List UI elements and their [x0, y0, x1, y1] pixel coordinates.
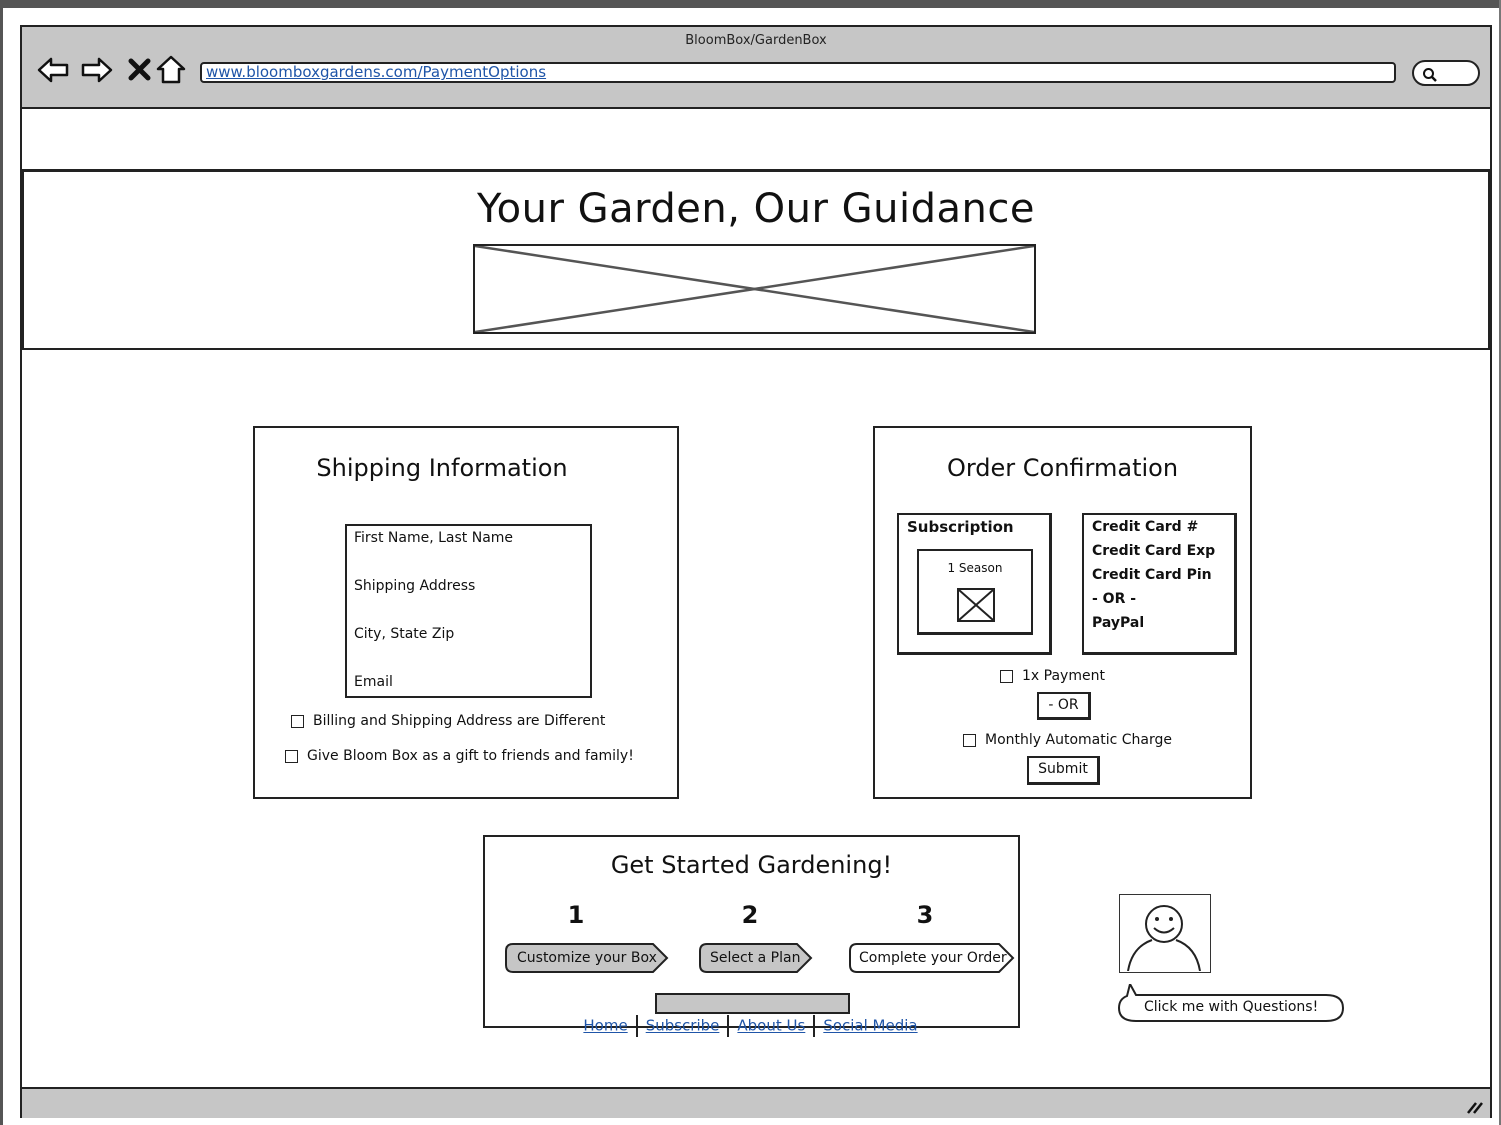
page-title: Your Garden, Our Guidance	[477, 186, 1035, 232]
image-placeholder-icon	[957, 588, 995, 622]
payment-details-box[interactable]	[1082, 513, 1237, 655]
step-3-number: 3	[916, 901, 934, 929]
step-select-plan-button[interactable]	[699, 943, 813, 973]
monthly-charge-label: Monthly Automatic Charge	[985, 732, 1172, 748]
browser-window	[20, 25, 1492, 1118]
subscription-label: Subscription	[907, 518, 1014, 536]
shipping-panel-title: Shipping Information	[316, 454, 568, 482]
search-icon	[1422, 67, 1438, 83]
forward-arrow-icon[interactable]	[80, 53, 114, 87]
screen-top-edge	[0, 0, 1501, 8]
shipping-information-panel	[253, 426, 679, 799]
get-started-title: Get Started Gardening!	[610, 851, 893, 879]
browser-search-button[interactable]	[1412, 60, 1480, 86]
footer-separator	[813, 1015, 815, 1037]
footer-link-about-us[interactable]: About Us	[737, 1016, 806, 1035]
url-text[interactable]: www.bloomboxgardens.com/PaymentOptions	[206, 63, 547, 81]
gift-label: Give Bloom Box as a gift to friends and family!	[307, 748, 634, 764]
order-confirmation-panel	[873, 426, 1252, 799]
window-title: BloomBox/GardenBox	[685, 33, 827, 48]
page-header	[22, 170, 1490, 350]
resize-grip-icon[interactable]	[1464, 1100, 1484, 1114]
address-bar[interactable]	[200, 62, 1396, 83]
billing-different-label: Billing and Shipping Address are Different	[313, 713, 606, 729]
footer-link-social-media[interactable]: Social Media	[823, 1016, 918, 1035]
hero-image-placeholder	[473, 244, 1036, 334]
shipping-fields-box[interactable]	[345, 524, 592, 698]
footer-separator	[727, 1015, 729, 1037]
step-customize-box-button[interactable]	[505, 943, 669, 973]
screen-left-edge	[0, 0, 3, 1125]
one-time-payment-row[interactable]	[1000, 668, 1105, 684]
help-callout[interactable]	[1116, 984, 1346, 1024]
home-icon[interactable]	[154, 53, 188, 87]
monthly-charge-row[interactable]	[963, 732, 1172, 748]
help-callout-text: Click me with Questions!	[1144, 999, 1319, 1015]
step-select-plan-label: Select a Plan	[710, 950, 801, 966]
blank-navigation-row	[22, 111, 1490, 171]
get-started-panel	[483, 835, 1020, 1028]
step-1-number: 1	[567, 901, 585, 929]
help-avatar[interactable]	[1119, 894, 1211, 973]
step-2-number: 2	[741, 901, 759, 929]
order-panel-title: Order Confirmation	[946, 454, 1179, 482]
one-time-payment-label: 1x Payment	[1022, 668, 1105, 684]
season-option-label: 1 Season	[947, 561, 1003, 575]
footer-separator	[636, 1015, 638, 1037]
gift-checkbox-row[interactable]	[285, 748, 634, 764]
image-placeholder-icon	[475, 246, 1034, 332]
city-state-zip-field[interactable]: City, State Zip	[354, 626, 455, 642]
credit-card-number-field[interactable]: Credit Card #	[1092, 519, 1199, 535]
close-x-icon[interactable]	[124, 53, 158, 87]
step-complete-order-label: Complete your Order	[859, 950, 1007, 966]
browser-toolbar	[22, 27, 1490, 109]
billing-different-checkbox-row[interactable]	[291, 713, 605, 729]
one-time-payment-checkbox[interactable]	[1000, 670, 1013, 683]
step-customize-box-label: Customize your Box	[517, 950, 657, 966]
email-field[interactable]: Email	[354, 674, 393, 690]
credit-card-pin-field[interactable]: Credit Card Pin	[1092, 567, 1212, 583]
step-complete-order-button[interactable]	[849, 943, 1015, 973]
payment-or-separator: - OR -	[1092, 591, 1137, 607]
credit-card-exp-field[interactable]: Credit Card Exp	[1092, 543, 1216, 559]
back-arrow-icon[interactable]	[36, 53, 70, 87]
name-field[interactable]: First Name, Last Name	[354, 530, 514, 546]
user-avatar-icon	[1120, 895, 1209, 971]
browser-status-bar	[22, 1087, 1490, 1118]
footer-link-home[interactable]: Home	[583, 1016, 628, 1035]
monthly-charge-checkbox[interactable]	[963, 734, 976, 747]
paypal-option[interactable]: PayPal	[1092, 615, 1145, 631]
subscription-box	[897, 513, 1052, 655]
footer-link-subscribe[interactable]: Subscribe	[645, 1016, 720, 1035]
progress-bar	[655, 993, 850, 1014]
billing-different-checkbox[interactable]	[291, 715, 304, 728]
payment-or-box: - OR	[1037, 692, 1091, 720]
submit-button[interactable]: Submit	[1027, 756, 1100, 785]
shipping-address-field[interactable]: Shipping Address	[354, 578, 476, 594]
gift-checkbox[interactable]	[285, 750, 298, 763]
season-option[interactable]	[917, 549, 1033, 635]
